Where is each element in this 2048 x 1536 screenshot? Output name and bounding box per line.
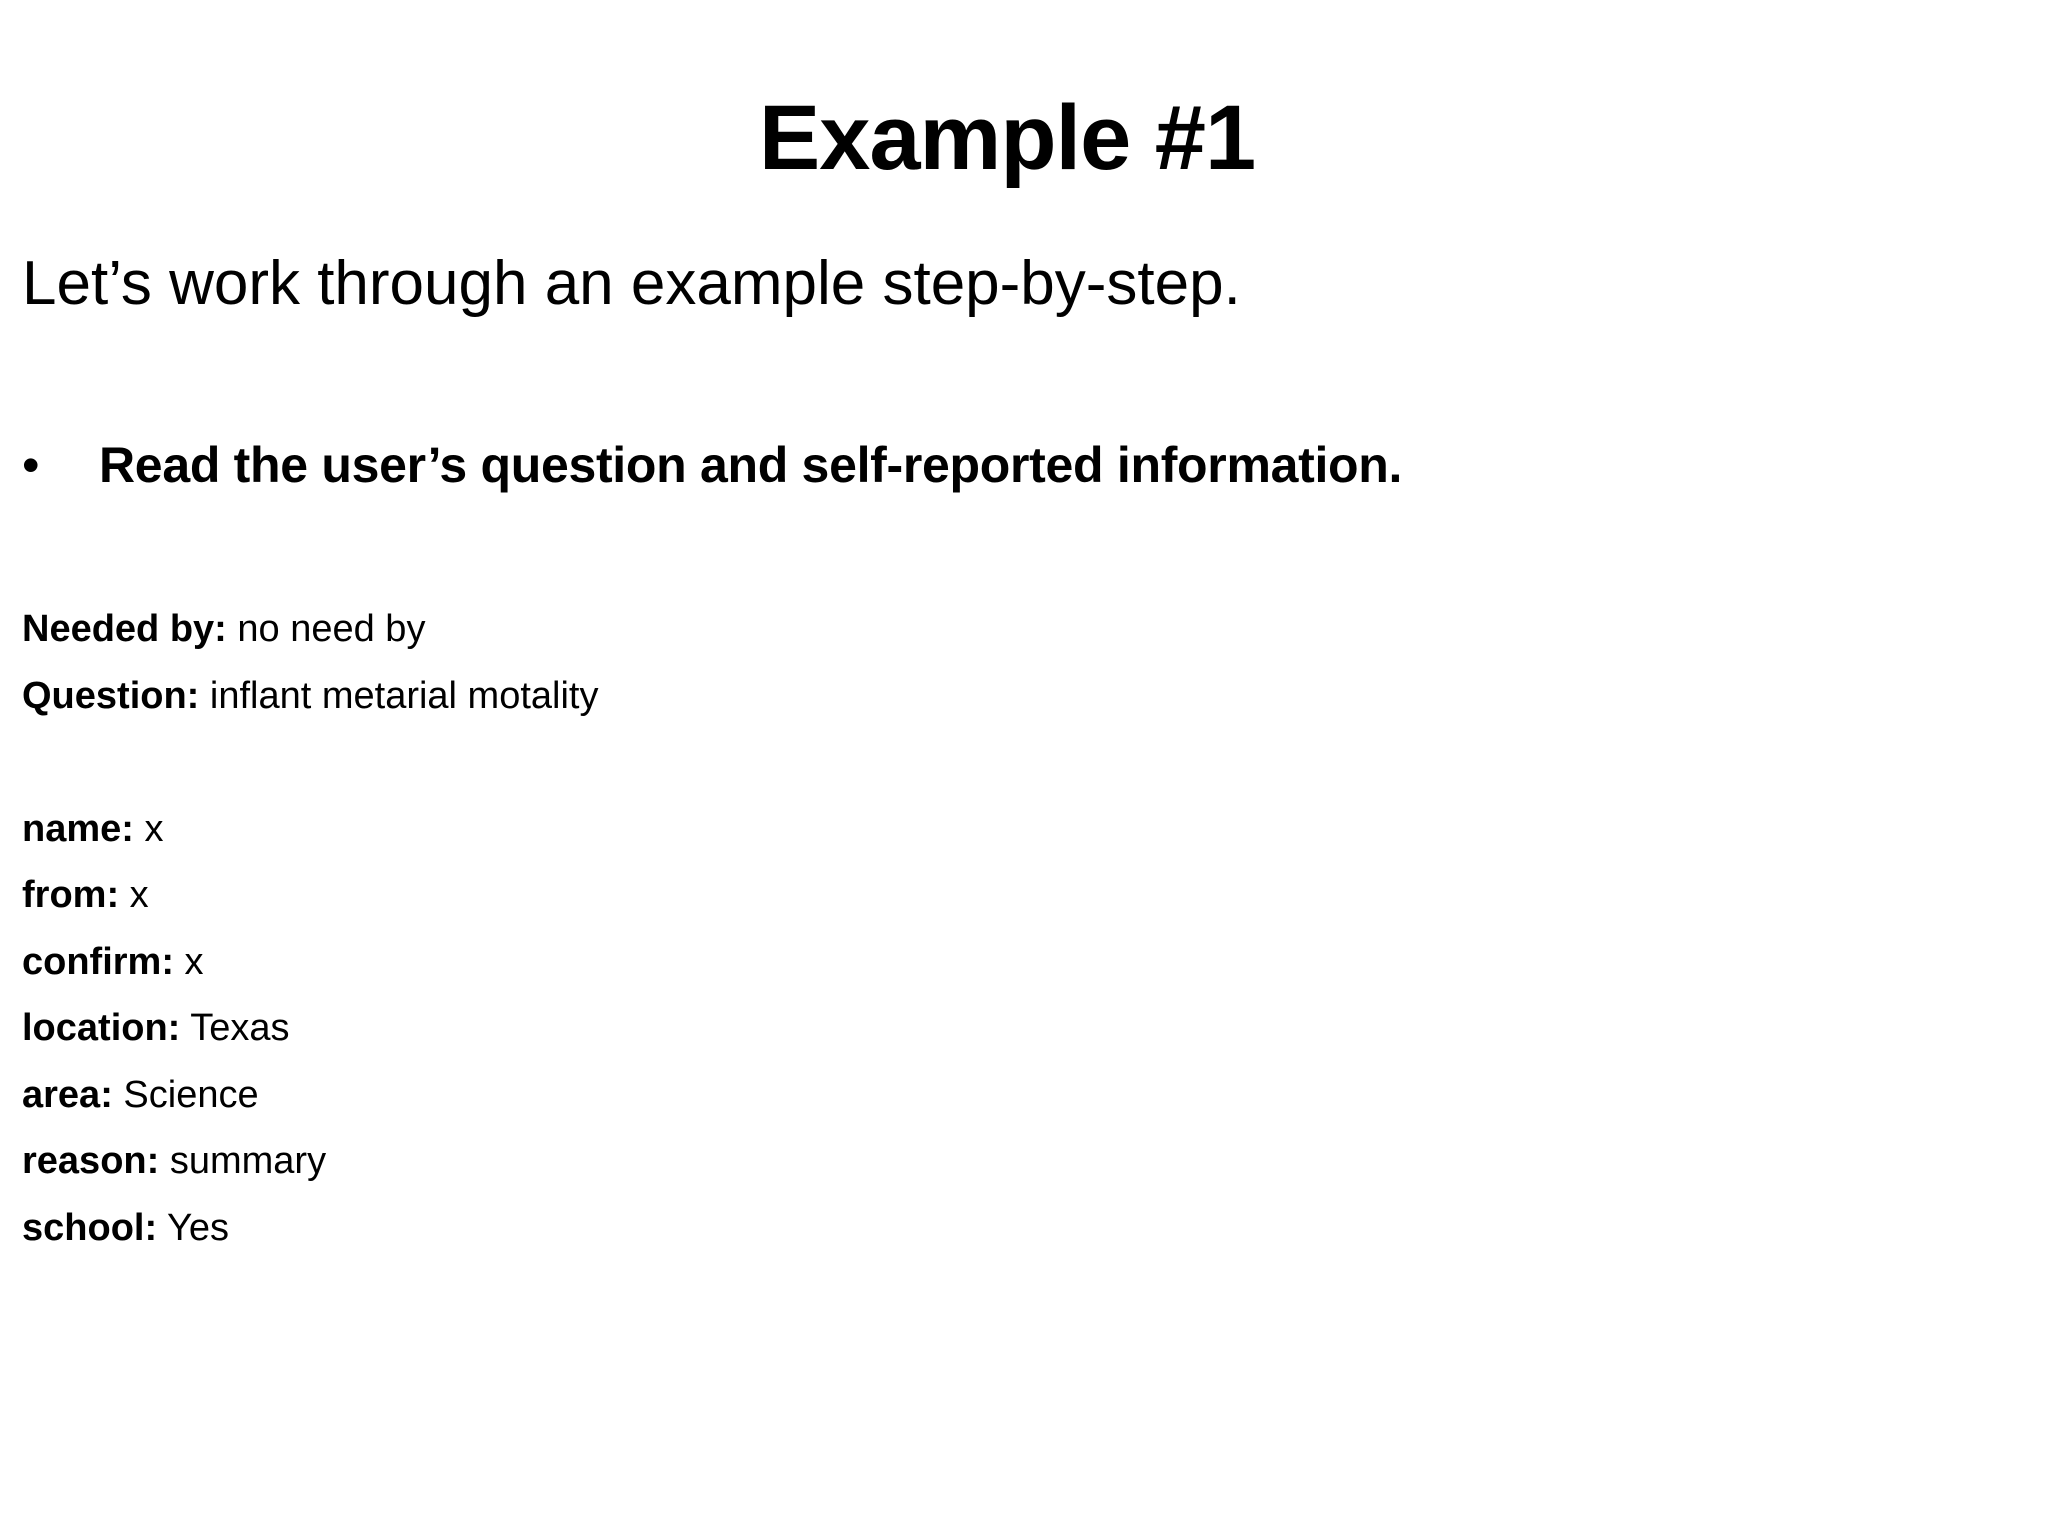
slide-title: Example #1 [758,87,1256,189]
spacer [22,729,598,796]
field-label: from: [22,874,120,916]
field-label: reason: [22,1140,160,1182]
field-value: x [174,940,204,983]
field-label: name: [22,807,134,850]
field-value: summary [159,1140,327,1182]
bullet-text: Read the user’s question and self-reported information. [99,437,1403,493]
field-school [22,1195,598,1262]
field-needed-by [22,596,598,663]
field-confirm [22,929,598,996]
field-question [22,663,598,730]
field-label: Needed by: [22,608,227,650]
field-list [22,596,598,1261]
field-location [22,995,598,1062]
field-name [22,796,598,863]
field-value: Science [112,1073,259,1116]
field-label: school: [22,1206,158,1249]
field-value: x [119,874,149,916]
field-area [22,1062,598,1129]
field-label: confirm: [22,940,174,983]
field-label: area: [22,1073,113,1116]
field-value: x [133,807,164,850]
field-reason [22,1128,598,1195]
field-value: Yes [157,1206,229,1249]
field-value: no need by [226,608,426,650]
field-from [22,862,598,929]
field-label: Question: [22,674,200,717]
field-value: Texas [180,1007,290,1049]
bullet-item [22,430,1402,500]
slide-subtitle: Let’s work through an example step-by-step. [22,249,1241,318]
field-value: inflant metarial motality [199,674,599,717]
field-label: location: [22,1007,181,1049]
bullet-mark: • [22,437,40,493]
